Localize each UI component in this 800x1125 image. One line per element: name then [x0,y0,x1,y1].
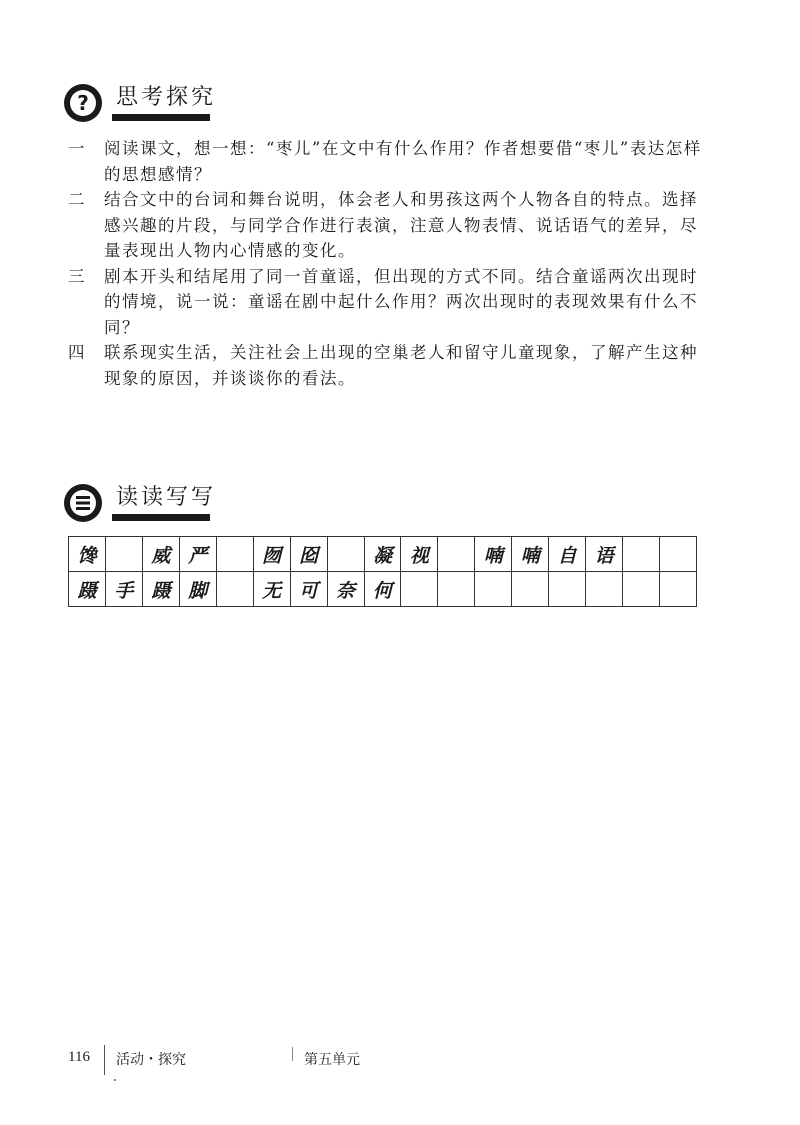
grid-cell [105,537,142,572]
grid-cell [623,537,660,572]
question-number: 四 [68,343,85,362]
footer-dot [114,1079,116,1081]
question-text: 阅读课文，想一想：“枣儿”在文中有什么作用？作者想要借“枣儿”表达怎样的思想感情？ [104,139,702,184]
page-number: 116 [68,1049,90,1065]
grid-cell: 威 [142,537,179,572]
question-number: 二 [68,190,85,209]
grid-cell [438,572,475,607]
section-header-think [64,84,216,122]
grid-cell [438,537,475,572]
question-mark-icon: ? [64,84,102,122]
question-text: 结合文中的台词和舞台说明，体会老人和男孩这两个人物各自的特点。选择感兴趣的片段，与同学合作进行表演，注意人物表情、说话语气的差异，尽量表现出人物内心情感的变化。 [104,190,698,260]
question-list [68,136,704,391]
grid-cell [586,572,623,607]
grid-cell: 视 [401,537,438,572]
section-title-read-write: 读读写写 [116,485,217,510]
grid-cell: 凝 [364,537,401,572]
grid-cell [475,572,512,607]
question-text: 剧本开头和结尾用了同一首童谣，但出现的方式不同。结合童谣两次出现时的情境，说一说：童谣在剧中起什么作用？两次出现时的表现效果有什么不同？ [104,266,698,337]
grid-row [69,572,697,607]
question-item [68,136,704,187]
grid-cell [660,572,697,607]
grid-cell: 无 [253,572,290,607]
grid-cell: 脚 [179,572,216,607]
question-text: 联系现实生活，关注社会上出现的空巢老人和留守儿童现象，了解产生这种现象的原因，并谈谈你的看法。 [104,343,698,388]
grid-cell: 可 [290,572,327,607]
grid-cell: 喃 [475,537,512,572]
grid-cell [327,537,364,572]
grid-cell [623,572,660,607]
question-item [68,264,704,341]
grid-cell [401,572,438,607]
three-lines-icon [64,484,102,522]
grid-row [69,537,697,572]
grid-cell: 何 [364,572,401,607]
grid-cell: 馋 [69,537,106,572]
grid-cell: 语 [586,537,623,572]
question-item [68,340,704,391]
footer-divider [292,1047,293,1061]
grid-cell [216,537,253,572]
grid-cell: 喃 [512,537,549,572]
grid-cell: 蹑 [142,572,179,607]
grid-cell [549,572,586,607]
grid-cell: 奈 [327,572,364,607]
page-footer [68,1043,568,1083]
grid-cell: 囫 [253,537,290,572]
grid-cell [660,537,697,572]
vocabulary-grid [68,536,697,607]
title-underline [112,514,210,521]
question-number: 一 [68,139,85,158]
grid-cell: 囵 [290,537,327,572]
section-header-read-write [64,484,216,522]
grid-cell [512,572,549,607]
section-title-think: 思考探究 [116,85,217,110]
question-number: 三 [68,266,85,286]
footer-section-label: 活动・探究 [116,1052,186,1068]
footer-unit-label: 第五单元 [304,1052,360,1068]
grid-cell: 自 [549,537,586,572]
grid-cell [216,572,253,607]
footer-divider [104,1045,105,1075]
grid-cell: 严 [179,537,216,572]
grid-cell: 蹑 [69,572,106,607]
question-item [68,187,704,264]
title-underline [112,114,210,121]
grid-cell: 手 [105,572,142,607]
